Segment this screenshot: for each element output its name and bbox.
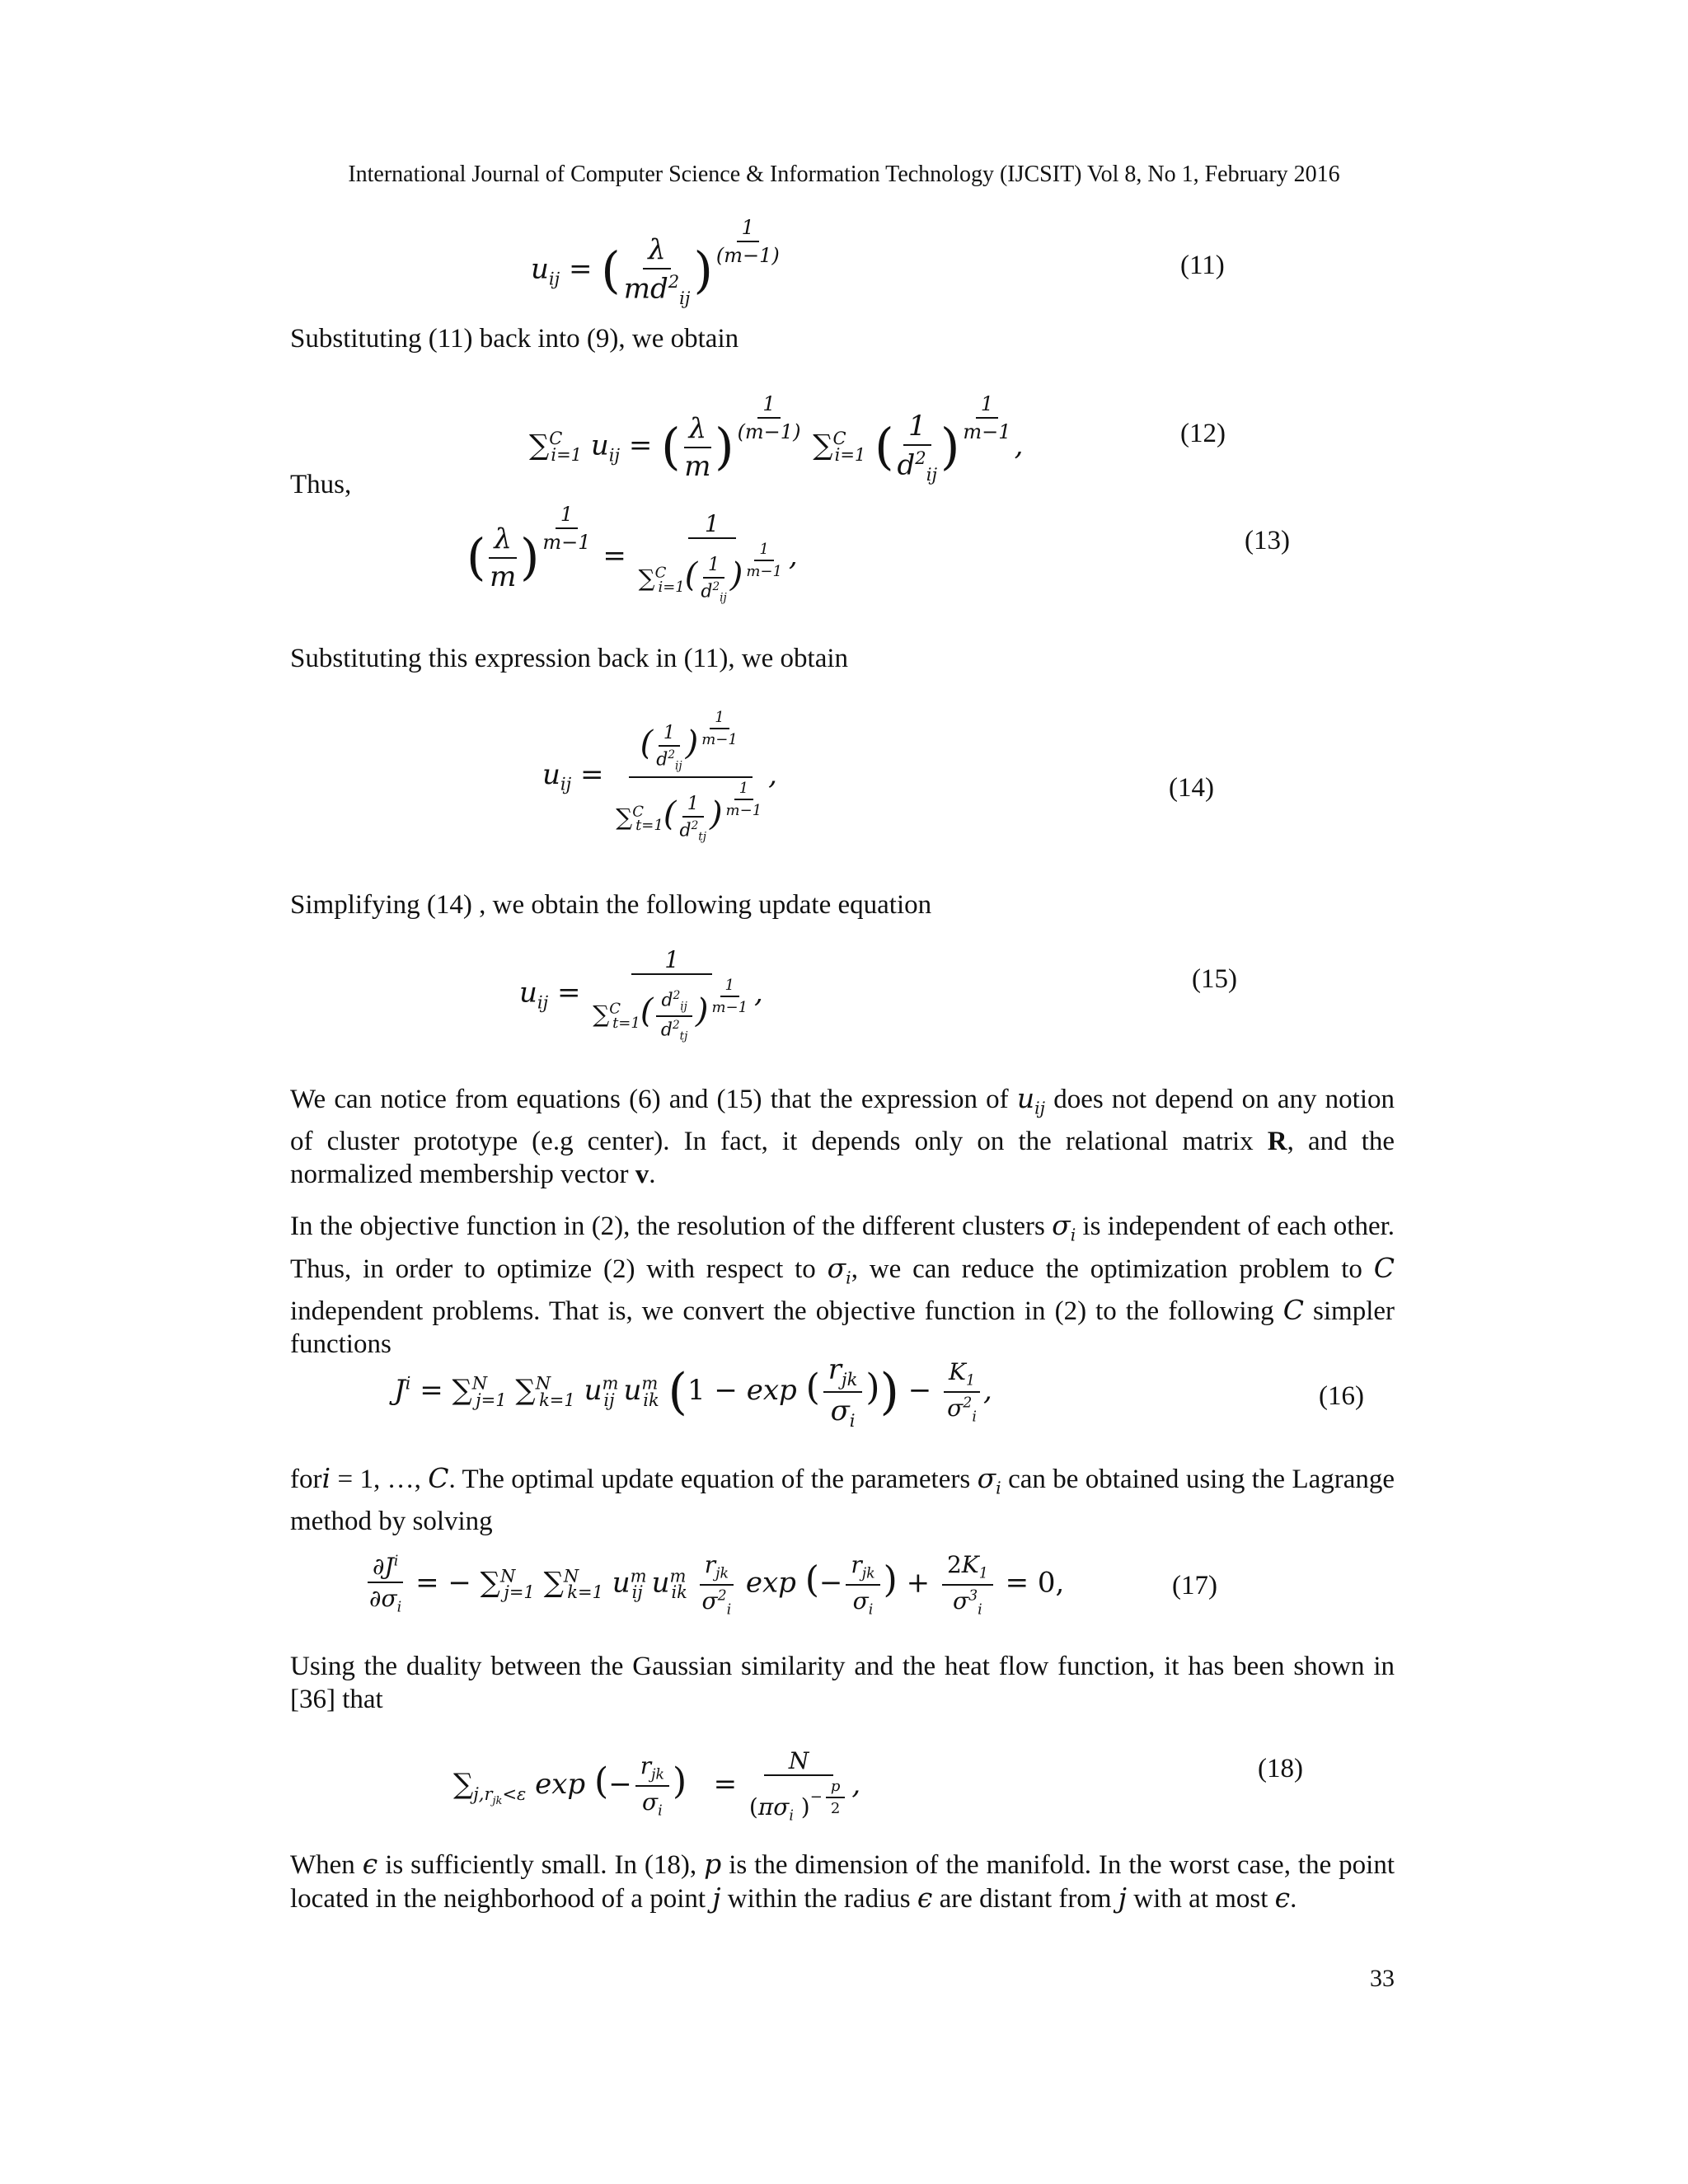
objective-text-a: In the objective function in (2), the resolution of the different clusters xyxy=(290,1212,1045,1241)
equation-number-15: (15) xyxy=(1192,964,1237,994)
paragraph-for-i: fori = 1, …, C. The optimal update equation of the parameters $\sigma_i$ can be obtained using the Lagrange method by solving xyxy=(290,1462,1395,1536)
paragraph-duality: Using the duality between the Gaussian similarity and the heat flow function, it has been shown in [36] that xyxy=(290,1652,1395,1714)
notice-text-a: We can notice from equations (6) and (15) that the expression of xyxy=(290,1085,1009,1114)
when-text-g: . xyxy=(1290,1884,1297,1914)
for-text-c: . The optimal update equation of the parameters xyxy=(448,1465,971,1494)
equation-number-12: (12) xyxy=(1180,419,1226,448)
equation-15: $u_{ij}$ = 1 ∑$^C_{t=1}$( $\frac{d^2_{ij}}{d^2_{tj}}$ ) $^{\frac{1}{m-1}}$ , xyxy=(519,946,763,1043)
notice-matrix-R: R xyxy=(1267,1126,1287,1156)
paragraph-substituting-expression: Substituting this expression back in (11), we obtain xyxy=(290,644,849,673)
paragraph-when-epsilon: When ϵ is sufficiently small. In (18), p is the dimension of the manifold. In the worst case, the point located in the neighborhood of a point j within the radius ϵ are distant from j with at most ϵ. xyxy=(290,1848,1395,1914)
objective-text-b: is independent of each other. Thus, in order to optimize (2) with respect to xyxy=(290,1212,1395,1284)
equation-number-17: (17) xyxy=(1172,1571,1217,1601)
equation-number-14: (14) xyxy=(1169,773,1214,803)
equation-number-13: (13) xyxy=(1245,526,1290,555)
equation-18: $\sum_{j,r_{jk}<\varepsilon}$ exp (− $\frac{r_{jk}}{\sigma_i}$ ) = N ($\pi\sigma_i$ )$^{- \frac{p}{2}}$ , xyxy=(453,1747,861,1825)
notice-text-d: . xyxy=(649,1159,656,1189)
for-text-a: for xyxy=(290,1465,322,1494)
notice-text-b: does not depend on any notion of cluster prototype (e.g center). In fact, it depends only on the relational matrix xyxy=(290,1085,1395,1156)
equation-number-18: (18) xyxy=(1258,1754,1303,1783)
when-text-f: with at most xyxy=(1133,1884,1268,1914)
when-text-b: is sufficiently small. In (18), xyxy=(385,1850,697,1880)
objective-text-d: independent problems. That is, we convert the objective function in (2) to the following xyxy=(290,1296,1274,1327)
equation-14: $u_{ij}$ = ( $\frac{1}{d^2_{ij}}$ ) $^{\frac{1}{m-1}}$ ∑$^C_{t=1}$( $\frac{1}{d^2_{tj}}$ ) $^{\frac{1}{m-1}}$ , xyxy=(542,709,777,844)
notice-vector-v: v xyxy=(635,1159,649,1189)
paragraph-notice: We can notice from equations (6) and (15) that the expression of $u_{ij}$ does not depend on any notion of cluster prototype (e.g center). In fact, it depends only on the relational matrix R, and the normalized membership vector v. xyxy=(290,1082,1395,1189)
notice-text-c: , and the normalized membership vector xyxy=(290,1126,1395,1189)
equation-number-16: (16) xyxy=(1319,1381,1364,1411)
equation-16: $J^i = \sum^N_{j=1}$ ∑$^N_{k=1}$ $u^m_{ij}$ $u^m_{ik}$ (1 − exp ( $\frac{r_{jk}}{\sigma_i}$ )) − $\frac{K_1}{\sigma^2_i}$ , xyxy=(394,1353,992,1431)
paragraph-objective: In the objective function in (2), the resolution of the different clusters $\sigma_i$ is independent of each other. Thus, in order to optimize (2) with respect to $\sigma_i$, we can reduce the optimization problem to C independent problems. That is, we convert the objective function in (2) to the following C simpler functions xyxy=(290,1209,1395,1360)
objective-text-c: , we can reduce the optimization problem to xyxy=(851,1254,1362,1284)
equation-13: ( $\frac{\lambda}{m}$ ) $^{\frac{1}{m-1}}$ = 1 ∑$^C_{i=1}$( $\frac{1}{d^2_{ij}}$ ) $^{\frac{1}{m-1}}$ , xyxy=(467,503,798,605)
paragraph-simplifying: Simplifying (14) , we obtain the following update equation xyxy=(290,890,932,920)
objective-text-e: simpler functions xyxy=(290,1296,1395,1360)
journal-header: International Journal of Computer Science & Information Technology (IJCSIT) Vol 8, No 1, February 2016 xyxy=(348,162,1340,187)
for-text-b: = 1, …, xyxy=(337,1465,421,1494)
equation-11: $u_{ij}$ = ( $\frac{\lambda}{md^2_{ij}}$ ) $^{\frac{1}{(m-1)}}$ xyxy=(531,216,780,309)
when-text-d: within the radius xyxy=(727,1884,911,1914)
paragraph-thus: Thus, xyxy=(290,470,352,499)
when-text-a: When xyxy=(290,1850,355,1880)
page-number: 33 xyxy=(1370,1965,1395,1992)
for-text-d: can be obtained using the Lagrange method by solving xyxy=(290,1465,1395,1536)
equation-12: ∑$^C_{i=1}$ $u_{ij}$ = ( $\frac{\lambda}{m}$ ) $^{\frac{1}{(m-1)}}$ ∑$^C_{i=1}$ ( $\frac{1}{d^2_{ij}}$ ) $^{\frac{1}{m-1}}$ , xyxy=(529,392,1024,485)
paragraph-substituting-11: Substituting (11) back into (9), we obtain xyxy=(290,324,739,354)
equation-number-11: (11) xyxy=(1180,251,1225,280)
equation-17: $\frac{\partial J^i}{\partial\sigma_i}$ = − ∑$^N_{j=1}$ ∑$^N_{k=1}$ $u^m_{ij}$ $u^m_{ik}$ $\frac{r_{jk}}{\sigma^2_i}$ exp (− $\frac{r_{jk}}{\sigma_i}$ ) + $\frac{2K_1}{\sigma^3_i}$ = 0, xyxy=(364,1551,1064,1618)
when-text-e: are distant from xyxy=(939,1884,1112,1914)
when-text-c: is the dimension of the manifold. In the worst case, the point located in the neighborhood of a point xyxy=(290,1850,1395,1914)
